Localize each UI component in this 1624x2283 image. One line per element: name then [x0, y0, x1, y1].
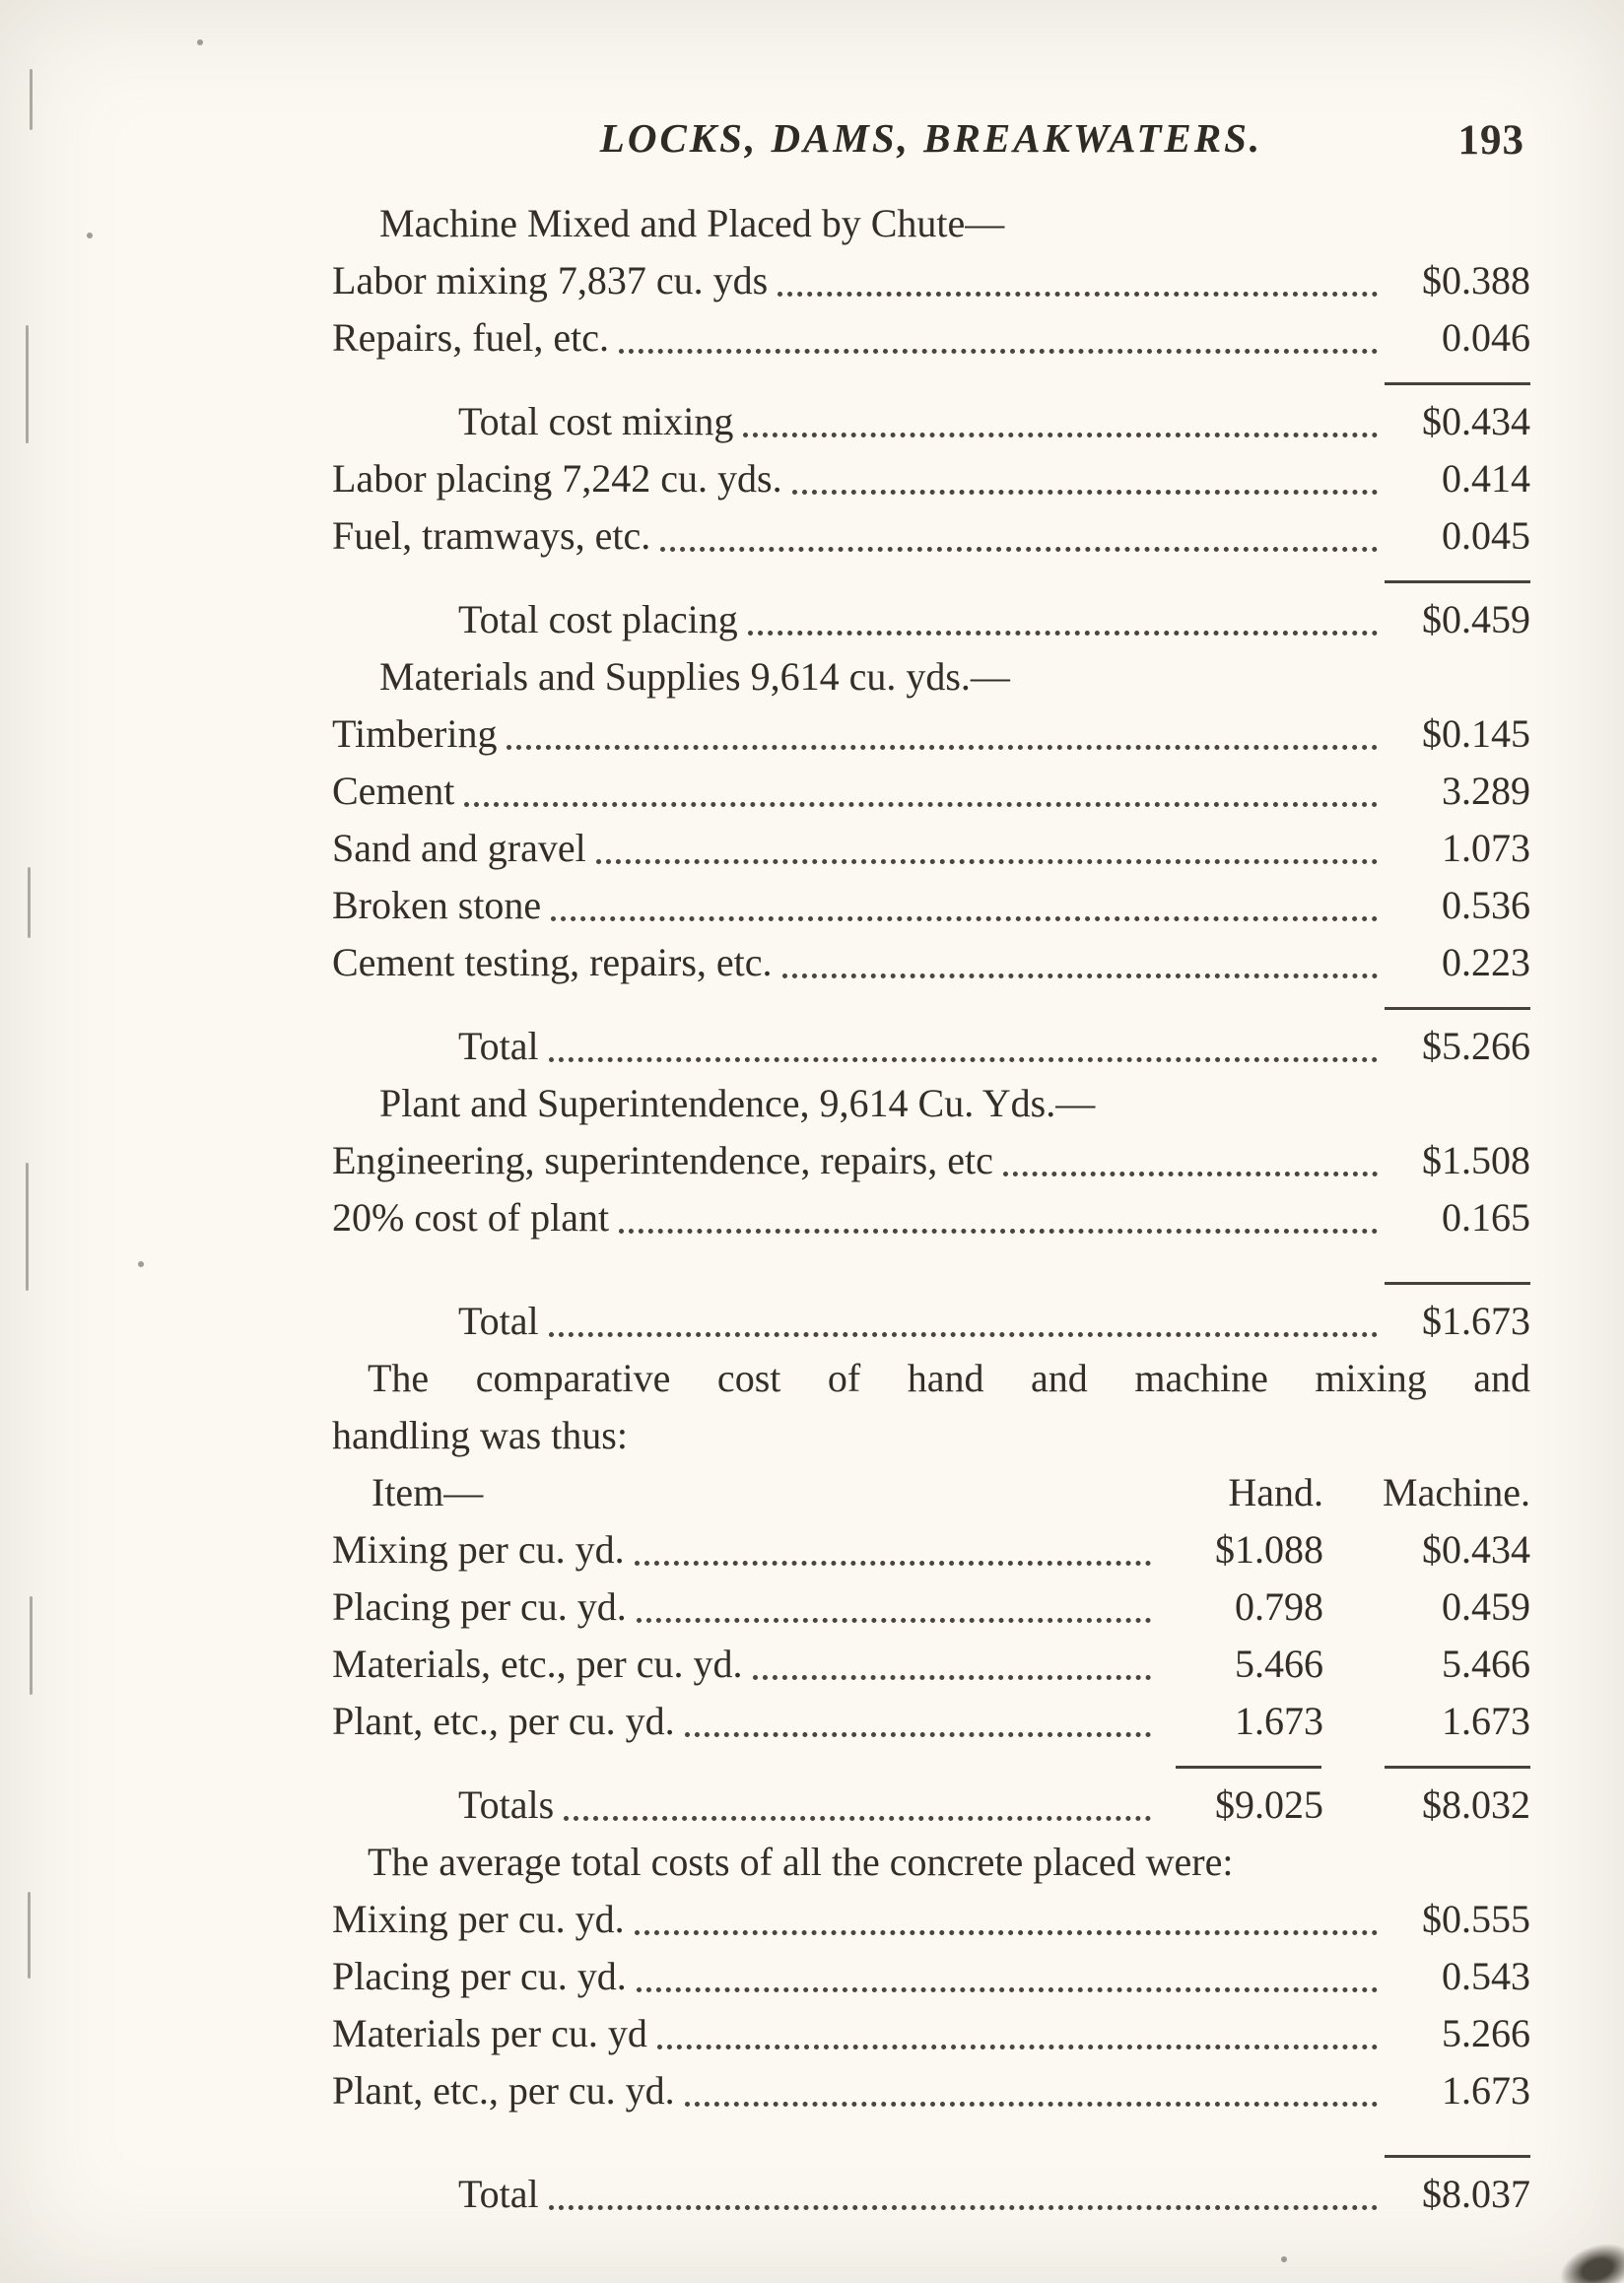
running-title: LOCKS, DAMS, BREAKWATERS. [599, 115, 1263, 161]
comparison-row [332, 1693, 1530, 1750]
total-label: Total [458, 1024, 539, 1068]
cost-value: 0.045 [1442, 513, 1530, 558]
dot-leader [782, 974, 1378, 978]
average-label: Mixing per cu. yd. [332, 1897, 625, 1941]
cost-value: 0.046 [1442, 315, 1530, 360]
cost-row [332, 934, 1530, 991]
total-row-placing [332, 591, 1530, 648]
sum-rule [1385, 1282, 1530, 1285]
comparison-label: Placing per cu. yd. [332, 1584, 627, 1629]
section-heading-text: Plant and Superintendence, 9,614 Cu. Yds.— [379, 1081, 1096, 1125]
dot-leader [637, 1987, 1378, 1992]
cost-row [332, 507, 1530, 565]
dot-leader [549, 2205, 1378, 2210]
average-value: 0.543 [1442, 1954, 1530, 1998]
section-heading-machine [332, 195, 1530, 252]
scan-artifact [30, 69, 33, 130]
machine-total-value: $8.032 [1422, 1782, 1530, 1827]
comparison-label: Mixing per cu. yd. [332, 1527, 625, 1572]
machine-value: 1.673 [1442, 1699, 1530, 1743]
scan-speck [197, 39, 203, 45]
cost-label: Cement testing, repairs, etc. [332, 940, 773, 984]
total-label: Total cost placing [458, 597, 738, 641]
cost-row [332, 820, 1530, 877]
comparison-table-head [332, 1464, 1530, 1521]
cost-label: Repairs, fuel, etc. [332, 315, 609, 360]
dot-leader [753, 1675, 1151, 1680]
average-row [332, 1948, 1530, 2005]
machine-value: $0.434 [1422, 1527, 1530, 1572]
cost-value: 0.536 [1442, 883, 1530, 927]
total-value: $8.037 [1422, 2172, 1530, 2216]
sum-rule [1385, 1007, 1530, 1010]
cost-row [332, 763, 1530, 820]
dot-leader [685, 1732, 1151, 1737]
cost-row [332, 705, 1530, 763]
cost-row [332, 309, 1530, 367]
dot-leader [748, 631, 1378, 636]
total-value: $5.266 [1422, 1024, 1530, 1068]
sum-rule-row [332, 2155, 1530, 2158]
section-heading-materials [332, 648, 1530, 705]
item-column-header: Item— [372, 1470, 484, 1514]
total-value: $1.673 [1422, 1299, 1530, 1343]
dot-leader [778, 292, 1378, 297]
dot-leader [637, 1618, 1151, 1623]
cost-value: 1.073 [1442, 826, 1530, 870]
scan-artifact [28, 1892, 31, 1979]
dot-leader [660, 547, 1378, 552]
cost-label: Labor placing 7,242 cu. yds. [332, 456, 782, 501]
total-row-mixing [332, 393, 1530, 450]
total-row-average [332, 2166, 1530, 2223]
scan-speck [1281, 2256, 1287, 2262]
dot-leader [685, 2102, 1378, 2107]
cost-row [332, 877, 1530, 934]
column-header-machine: Machine. [1383, 1470, 1530, 1514]
total-label: Total cost mixing [458, 399, 734, 443]
paragraph-line: The comparative cost of hand and machine mixing and [368, 1356, 1530, 1400]
total-row-plant [332, 1293, 1530, 1350]
scan-artifact [26, 1163, 29, 1291]
comparison-label: Materials, etc., per cu. yd. [332, 1642, 743, 1686]
average-value: 5.266 [1442, 2011, 1530, 2055]
scan-speck [87, 233, 93, 238]
cost-label: Timbering [332, 711, 498, 756]
average-label: Plant, etc., per cu. yd. [332, 2068, 675, 2113]
total-label: Total [458, 1299, 539, 1343]
cost-label: Broken stone [332, 883, 542, 927]
hand-total-value: $9.025 [1215, 1782, 1323, 1827]
scan-artifact [30, 1596, 33, 1695]
cost-value: 0.414 [1442, 456, 1530, 501]
sum-rule-row [332, 1007, 1530, 1010]
dot-leader [551, 916, 1378, 921]
cost-row [332, 252, 1530, 309]
cost-label: 20% cost of plant [332, 1195, 610, 1240]
hand-value: 5.466 [1235, 1642, 1323, 1686]
average-value: $0.555 [1422, 1897, 1530, 1941]
cost-label: Cement [332, 769, 455, 813]
dot-leader [619, 349, 1378, 354]
cost-label: Labor mixing 7,837 cu. yds [332, 258, 769, 302]
total-row-materials [332, 1018, 1530, 1075]
sum-rule-row [332, 1766, 1530, 1769]
page-content [332, 195, 1530, 2223]
average-row [332, 1891, 1530, 1948]
scan-artifact [28, 867, 31, 938]
paragraph-line: The average total costs of all the concrete placed were: [368, 1840, 1234, 1884]
dot-leader [596, 859, 1378, 864]
dot-leader [464, 802, 1378, 807]
dot-leader [743, 433, 1378, 437]
corner-smudge [1553, 2235, 1624, 2283]
dot-leader [507, 745, 1378, 750]
dot-leader [619, 1229, 1378, 1234]
total-label: Total [458, 2172, 539, 2216]
running-head [332, 114, 1530, 173]
comparison-totals-row [332, 1777, 1530, 1834]
average-value: 1.673 [1442, 2068, 1530, 2113]
total-value: $0.459 [1422, 597, 1530, 641]
average-label: Placing per cu. yd. [332, 1954, 627, 1998]
totals-label: Totals [458, 1782, 555, 1827]
cost-value: $0.145 [1422, 711, 1530, 756]
dot-leader [657, 2045, 1378, 2049]
cost-label: Sand and gravel [332, 826, 586, 870]
cost-value: 3.289 [1442, 769, 1530, 813]
cost-value: 0.165 [1442, 1195, 1530, 1240]
cost-value: $0.388 [1422, 258, 1530, 302]
sum-rule-row [332, 580, 1530, 583]
comparison-row [332, 1636, 1530, 1693]
section-heading-text: Materials and Supplies 9,614 cu. yds.— [379, 654, 1010, 699]
page-number: 193 [1457, 117, 1524, 164]
sum-rule-machine [1385, 1766, 1530, 1769]
column-header-hand: Hand. [1228, 1470, 1323, 1514]
dot-leader [635, 1561, 1151, 1566]
average-label: Materials per cu. yd [332, 2011, 647, 2055]
cost-row [332, 1132, 1530, 1189]
dot-leader [549, 1057, 1378, 1062]
scan-speck [138, 1261, 144, 1267]
cost-row [332, 1189, 1530, 1246]
comparison-label: Plant, etc., per cu. yd. [332, 1699, 675, 1743]
dot-leader [564, 1816, 1151, 1821]
hand-value: 0.798 [1235, 1584, 1323, 1629]
sum-rule-row [332, 1282, 1530, 1285]
sum-rule [1385, 580, 1530, 583]
cost-label: Fuel, tramways, etc. [332, 513, 651, 558]
dot-leader [1003, 1172, 1378, 1176]
sum-rule-row [332, 382, 1530, 385]
cost-value: 0.223 [1442, 940, 1530, 984]
machine-value: 5.466 [1442, 1642, 1530, 1686]
cost-row [332, 450, 1530, 507]
sum-rule [1385, 2155, 1530, 2158]
sum-rule-hand [1176, 1766, 1321, 1769]
dot-leader [635, 1930, 1378, 1935]
average-row [332, 2005, 1530, 2062]
hand-value: $1.088 [1215, 1527, 1323, 1572]
sum-rule [1385, 382, 1530, 385]
average-row [332, 2062, 1530, 2119]
comparison-row [332, 1578, 1530, 1636]
total-value: $0.434 [1422, 399, 1530, 443]
scan-artifact [26, 325, 29, 443]
hand-value: 1.673 [1235, 1699, 1323, 1743]
cost-label: Engineering, superintendence, repairs, etc [332, 1138, 993, 1182]
machine-value: 0.459 [1442, 1584, 1530, 1629]
paragraph-line: handling was thus: [332, 1413, 628, 1457]
cost-value: $1.508 [1422, 1138, 1530, 1182]
dot-leader [792, 490, 1378, 495]
dot-leader [549, 1332, 1378, 1337]
section-heading-text: Machine Mixed and Placed by Chute— [379, 201, 1005, 245]
section-heading-plant [332, 1075, 1530, 1132]
comparison-row [332, 1521, 1530, 1578]
